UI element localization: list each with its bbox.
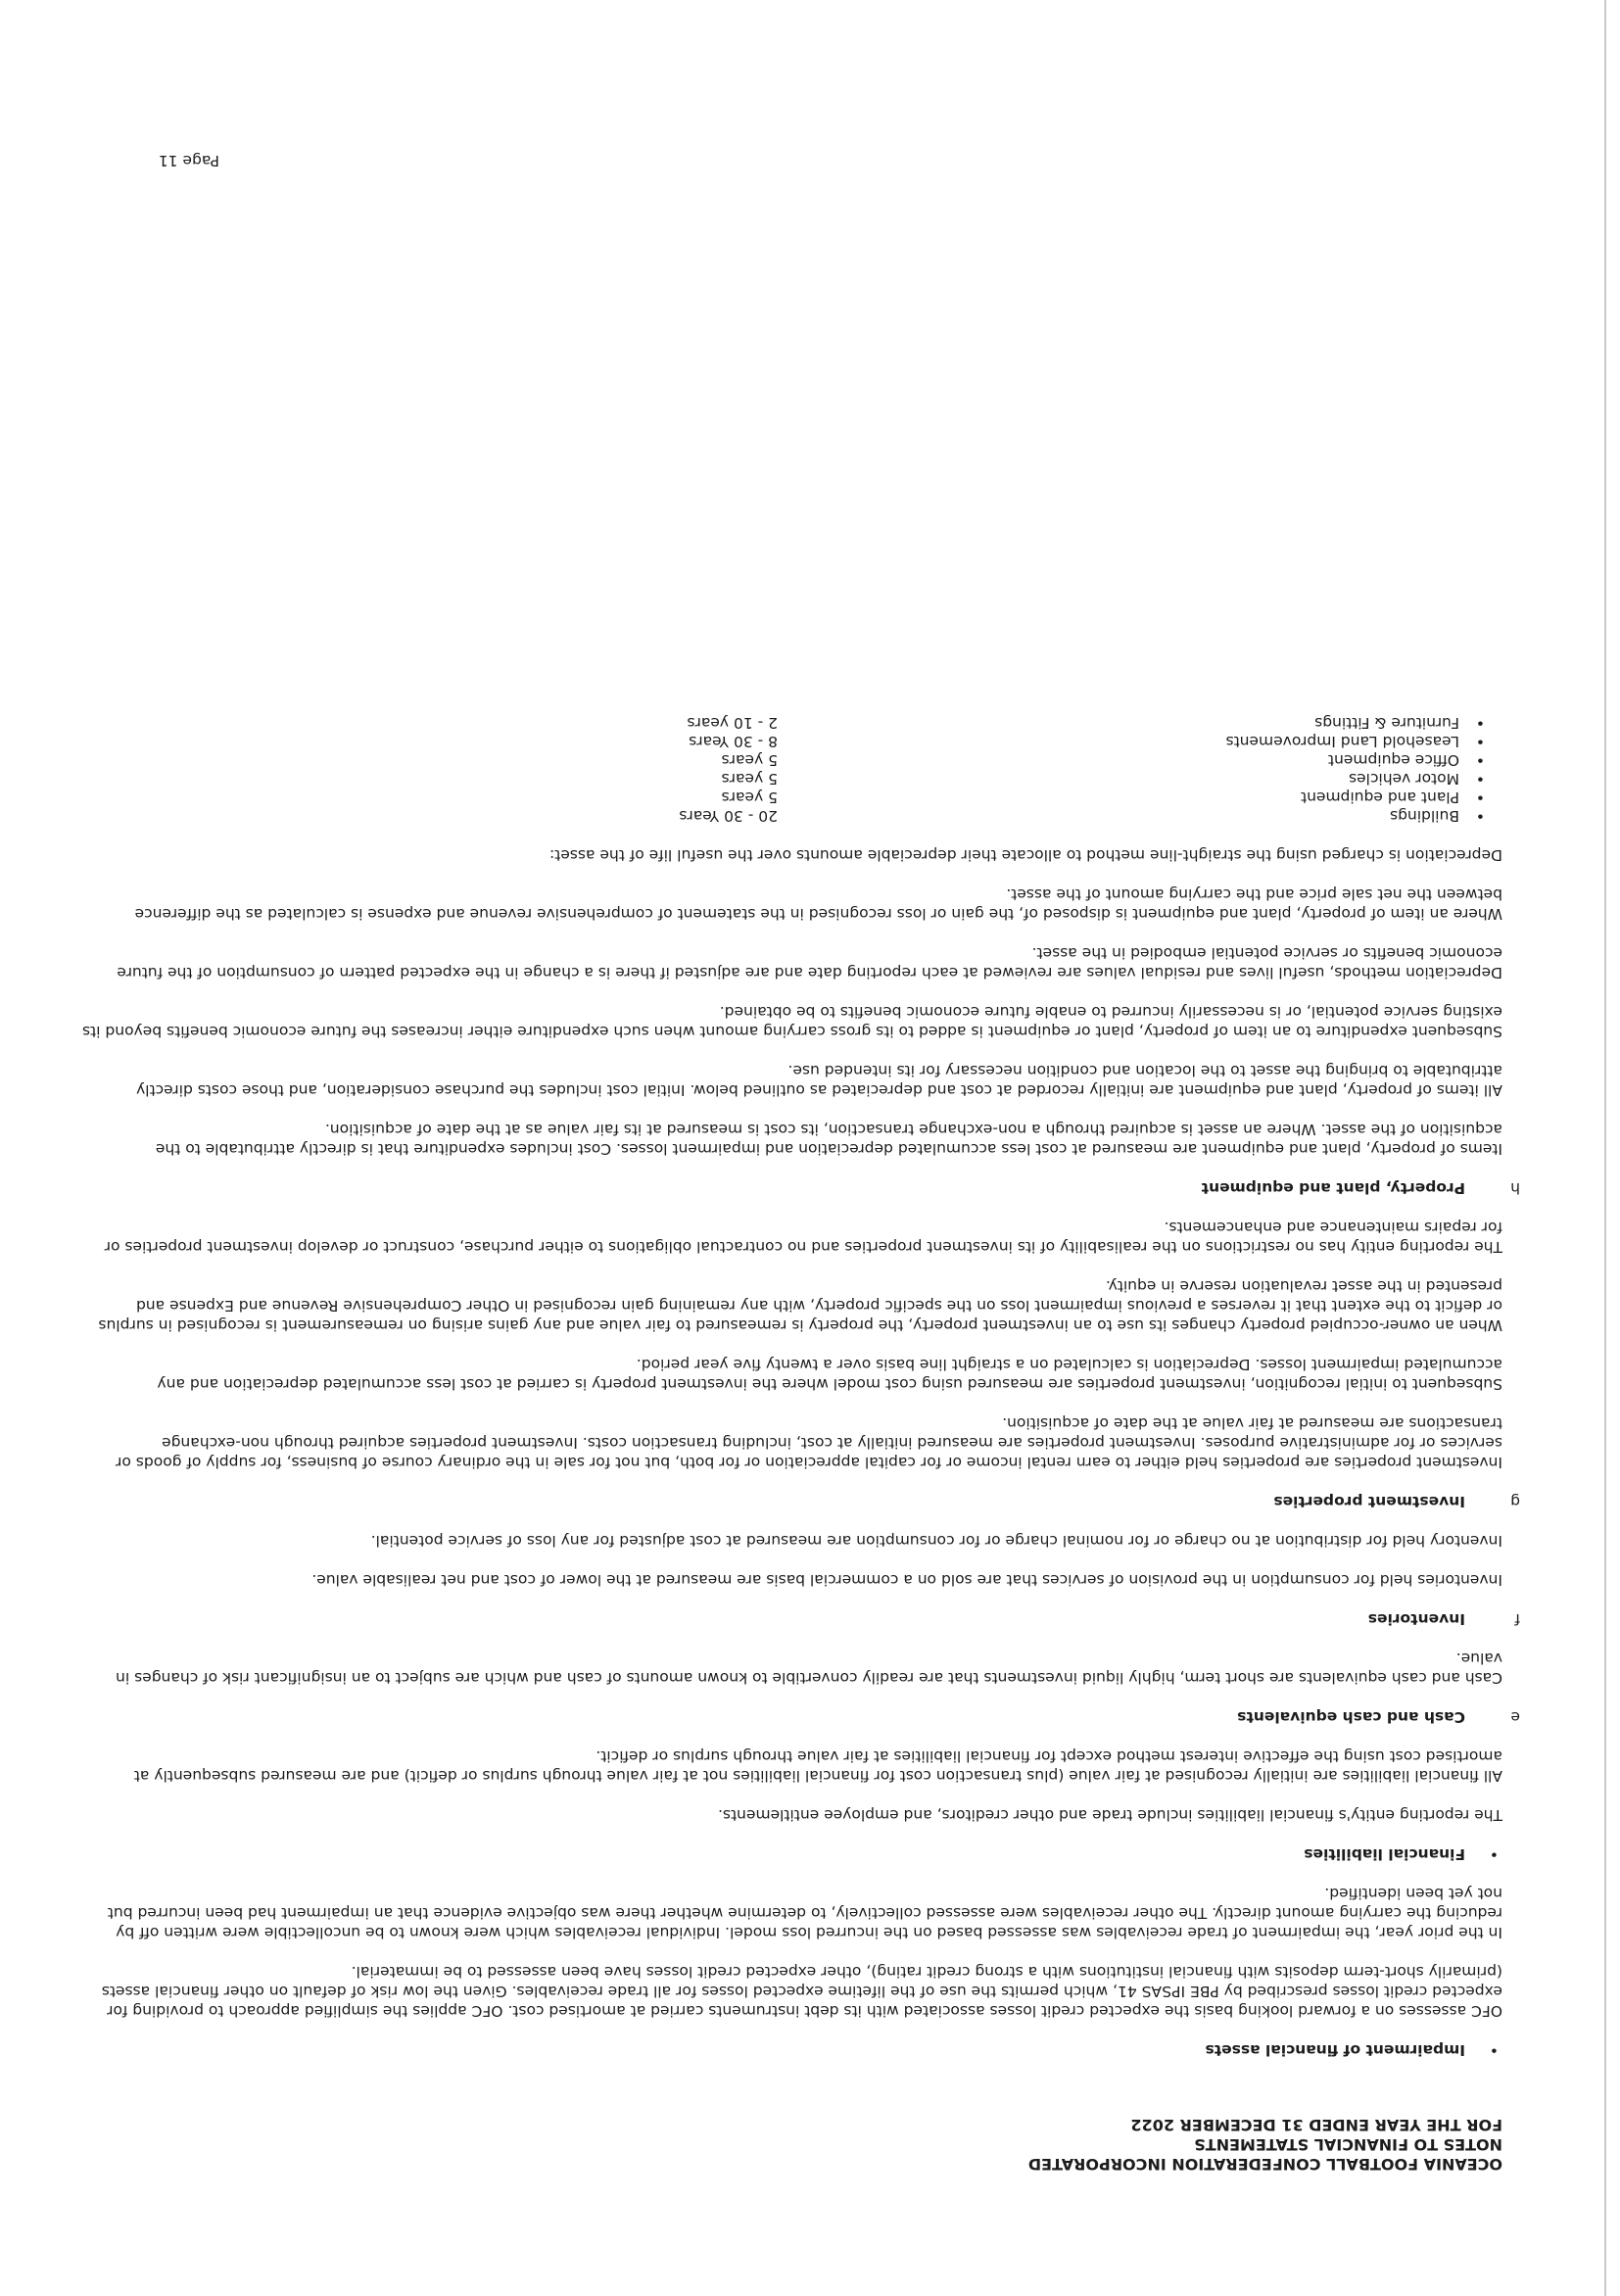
paragraph: Inventory held for distribution at no charge or for nominal charge or for consumption are measured at cost adjusted for any loss of service potential.: [370, 1532, 1502, 1550]
paragraph: Where an item of property, plant and equipment is disposed of, the gain or loss recognised in the statement of comprehensive revenue and expense is calculated as the difference between the net sale price and the carrying amount of the asset.: [134, 885, 1502, 923]
useful-life: 5 years: [721, 770, 778, 788]
heading-text: Property, plant and equipment: [1201, 1179, 1465, 1197]
paragraph: OFC assesses on a forward looking basis the expected credit losses associated with its debt instruments carried at amortised cost. OFC applies the simplified approach to providing for expected credit losses prescribed by PBE IPSAS 41, which permits the use of the lifetime expected losses for all trade receivables. Given the low risk of default on other financial assets (primarily short-term deposits with financial institutions with a strong credit rating), other expected credit losses have been assessed to be immaterial.: [101, 1963, 1502, 2020]
asset-class: Plant and equipment: [1301, 789, 1459, 806]
list-item: [82, 714, 1502, 733]
section-letter: f: [1514, 1610, 1520, 1628]
paragraph: The reporting entity has no restrictions on the realisability of its investment properties and no contractual obligations to either purchase, construct or develop investment properties or for repairs maintenance and enhancements.: [104, 1219, 1502, 1256]
paragraph: Subsequent to initial recognition, investment properties are measured using cost model where the investment property is carried at cost less accumulated depreciation and any accumulated impairment losses. Depreciation is calculated on a straight line basis over a twenty five year period.: [157, 1356, 1502, 1393]
section-letter: h: [1510, 1179, 1520, 1197]
list-item: [82, 751, 1502, 770]
section-heading: [82, 2040, 1502, 2060]
paragraph: When an owner-occupied property changes its use to an investment property, the property is remeasured to fair value and any gains arising on remeasurement is recognised in surplus or deficit to the extent that it reverses a previous impairment loss on the specific property, with any remaining gain recognised in Other Comprehensive Revenue and Expense and presented in the asset revaluation reserve in equity.: [98, 1277, 1502, 1334]
section-letter: e: [1510, 1708, 1520, 1726]
document-header: [82, 2115, 1502, 2174]
header-period: FOR THE YEAR ENDED 31 DECEMBER 2022: [1130, 2116, 1502, 2134]
paragraph: Cash and cash equivalents are short term, highly liquid investments that are readily convertible to known amounts of cash and which are subject to an insignificant risk of changes in value.: [116, 1650, 1502, 1687]
heading-text: Impairment of financial assets: [1205, 2041, 1465, 2059]
list-item: [82, 770, 1502, 789]
asset-class: Furniture & Fittings: [1314, 714, 1459, 732]
section-impairment: [82, 1884, 1502, 2060]
paragraph: Investment properties are properties held either to earn rental income or for capital appreciation or for both, but not for sale in the ordinary course of business, for supply of goods or services or for administrative purposes. Investment properties are measured initially at cost, including transaction costs. Investment properties acquired through non-exchange transactions are measured at fair value at the date of acquisition.: [116, 1414, 1502, 1471]
paragraph: In the prior year, the impairment of trade receivables was assessed based on the incurred loss model. Individual receivables which were known to be uncollectible were written off by reducing the carrying amount directly. The other receivables were assessed collectively, to determine whether there was objective evidence that an impairment had been incurred but not yet been identified.: [107, 1885, 1502, 1941]
paragraph: All financial liabilities are initially recognised at fair value (plus transaction cost for financial liabilities not at fair value through surplus or deficit) and are measured subsequently at amortised cost using the effective interest method except for financial liabilities at fair value through surplus or deficit.: [133, 1747, 1502, 1785]
list-item: [82, 807, 1502, 826]
page-number: Page 11: [158, 152, 219, 169]
paragraph: All items of property, plant and equipment are initially recorded at cost and depreciated as outlined below. Initial cost includes the purchase consideration, and those costs directly attributable to bringing the asset to the location and condition necessary for its intended use.: [136, 1062, 1502, 1099]
scan-edge-line: [1604, 0, 1606, 2296]
list-item: [82, 789, 1502, 807]
useful-life: 8 - 30 Years: [689, 733, 778, 750]
section-letter: g: [1510, 1493, 1520, 1510]
notes-content: [82, 714, 1520, 2174]
bullet-marker: •: [1475, 714, 1485, 732]
section-heading: [82, 1609, 1520, 1629]
bullet-marker: •: [1475, 733, 1485, 750]
useful-life: 5 years: [721, 789, 778, 806]
asset-class: Buildings: [1390, 807, 1459, 825]
paragraph: Depreciation methods, useful lives and residual values are reviewed at each reporting date and are adjusted if there is a change in the expected pattern of consumption of the future economic benefits or service potential embodied in the asset.: [117, 944, 1502, 981]
section-investment-properties: [82, 1218, 1520, 1511]
asset-class: Leasehold Land Improvements: [1225, 733, 1459, 750]
section-heading: [82, 1492, 1520, 1511]
paragraph: Depreciation is charged using the straight-line method to allocate their depreciable amounts over the useful life of the asset:: [549, 846, 1502, 864]
section-cash: [82, 1649, 1520, 1727]
paragraph: The reporting entity's financial liabilities include trade and other creditors, and employee entitlements.: [718, 1806, 1502, 1824]
bullet-marker: •: [1475, 789, 1485, 806]
useful-life: 2 - 10 years: [687, 714, 778, 732]
bullet-marker: •: [1489, 2041, 1499, 2059]
heading-text: Financial liabilities: [1304, 1845, 1465, 1863]
section-property-plant-equipment: [82, 714, 1520, 1198]
section-heading: [82, 1844, 1502, 1864]
heading-text: Cash and cash equivalents: [1237, 1708, 1465, 1726]
bullet-marker: •: [1475, 807, 1485, 825]
heading-text: Investment properties: [1273, 1493, 1465, 1510]
heading-text: Inventories: [1367, 1610, 1465, 1628]
section-financial-liabilities: [82, 1746, 1502, 1864]
useful-life: 20 - 30 Years: [679, 807, 778, 825]
useful-life: 5 years: [721, 751, 778, 769]
asset-class: Motor vehicles: [1349, 770, 1459, 788]
header-org-name: OCEANIA FOOTBALL CONFEDERATION INCORPORATED: [1027, 2155, 1502, 2174]
list-item: [82, 733, 1502, 751]
depreciation-rates-list: [82, 714, 1502, 826]
paragraph: Subsequent expenditure to an item of property, plant or equipment is added to its gross carrying amount when such expenditure either increases the future economic benefits beyond its existing service potential, or is necessarily incurred to enable future economic benefits to be obtained.: [82, 1003, 1502, 1040]
section-inventories: [82, 1531, 1520, 1629]
bullet-marker: •: [1475, 751, 1485, 769]
section-heading: [82, 1178, 1520, 1198]
asset-class: Office equipment: [1327, 751, 1459, 769]
paragraph: Items of property, plant and equipment are measured at cost less accumulated depreciation and impairment losses. Cost includes expenditure that is directly attributable to the acquisition of the asset. Where an asset is acquired through a non-exchange transaction, its cost is measured at its fair value as at the date of acquisition.: [155, 1121, 1502, 1158]
bullet-marker: •: [1489, 1845, 1499, 1863]
header-doc-title: NOTES TO FINANCIAL STATEMENTS: [1194, 2135, 1502, 2154]
bullet-marker: •: [1475, 770, 1485, 788]
section-heading: [82, 1707, 1520, 1727]
paragraph: Inventories held for consumption in the provision of services that are sold on a commercial basis are measured at the lower of cost and net realisable value.: [311, 1571, 1502, 1589]
